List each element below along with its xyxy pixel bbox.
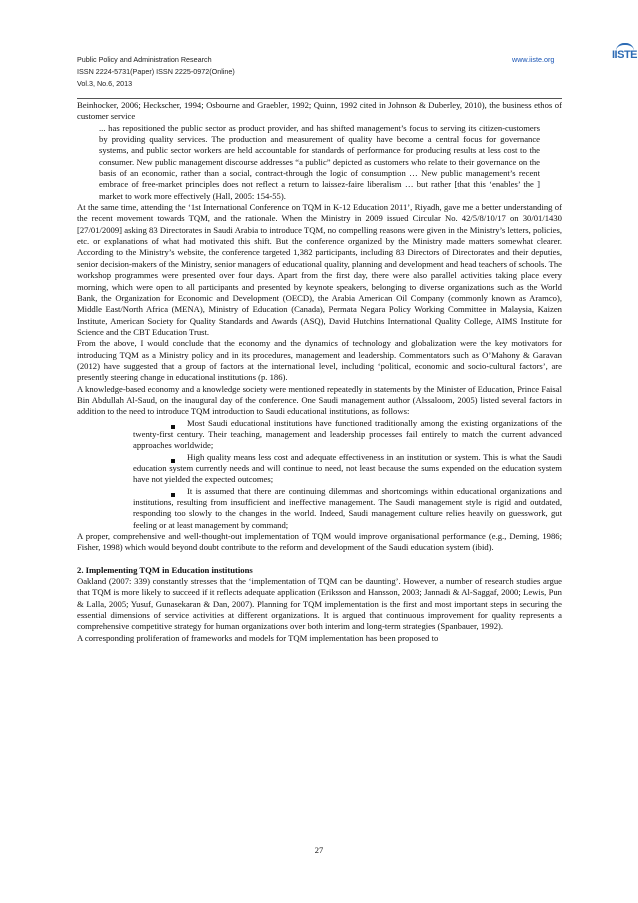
paragraph: At the same time, attending the ‘1st International Conference on TQM in K-12 Education 2011’, Riyadh, gave me a better understanding of the recent movement towards TQM, and the rationale. When the Ministry in 2009 issued Circular No. 42/5/8/10/17 on 30/01/1430 [27/01/2009] asking 83 Directorates in Saudi Arabia to introduce TQM, no compelling reasons were given in the Ministry’s letters, policies, etc. or explanations of what had motivated this shift. But the conference organized by the Ministry made matters somewhat clearer. According to the Ministry’s website, the conference targeted 1,382 participants, including 83 Directors of Directorates and their deputies, senior decision-makers of the Ministry, senior managers of educational quality, planning and development and head teachers of schools. The workshop programmes were presented over four days. Apart from the first day, there were also parallel activities taking place every morning, which were open to all participants and presented by keynote speakers, belonging to diverse organizations such as the World Bank, the Organization for Economic and Development (OECD), the Arabia American Oil Company (commonly known as Aramco), Middle East/North Africa (MENA), Ministry of Education (Canada), Permata Negara Policy Working Committee in Malaysia, Kaizen Institute, American Society for Quality Standards and Awards (ASQ), David Hutchins International Quality College, AIMS Institute for Science and the CBT Education Trust.: [77, 202, 562, 337]
journal-issn: ISSN 2224-5731(Paper) ISSN 2225-0972(Online): [77, 67, 235, 76]
square-bullet-icon: [171, 421, 177, 426]
bullet-text: Most Saudi educational institutions have functioned traditionally among the existing organizations of the twenty-first century. Their teaching, management and leadership processes fail entirely to match the current advanced approaches worldwide;: [133, 417, 562, 451]
bullet-item: [133, 418, 562, 452]
block-quote: ... has repositioned the public sector as product provider, and has shifted management’s focus to serving its citizen-customers by providing quality services. The production and measurement of quality have become a central focus for governance systems, and public sector workers are held accountable for standards of performance for producing results at less cost to the consumer. New public management discourse addresses “a public” depicted as customers who relate to their governance on the basis of an economic, rather than a social, contract-through the logic of consumption … New public management’s recent embrace of free-market principles does not reflect a return to laissez-faire liberalism … but rather [that this ‘enables’ the ] market to work more effectively (Hall, 2005: 154-55).: [99, 122, 540, 201]
paragraph: A knowledge-based economy and a knowledge society were mentioned repeatedly in statements by the Minister of Education, Prince Faisal Bin Abdullah Al-Saud, on the inaugural day of the conference. One Saudi management author (Alssaloom, 2005) listed several factors in addition to the need to introduce TQM introduction to Saudi educational institutions, as follows:: [77, 383, 562, 417]
page-number: 27: [314, 845, 324, 855]
square-bullet-icon: [171, 489, 177, 494]
bullet-text: High quality means less cost and adequate effectiveness in an institution or system. This is what the Saudi education system currently needs and will continue to need, not least because the sums expended on the education system have not yielded the expected outcomes;: [133, 451, 562, 485]
journal-title: Public Policy and Administration Research: [77, 55, 212, 64]
paragraph: A proper, comprehensive and well-thought-out implementation of TQM would improve organisational performance (e.g., Deming, 1986; Fisher, 1998) which would beyond doubt contribute to the reform and development of the Saudi education system (ibid).: [77, 531, 562, 553]
square-bullet-icon: [171, 455, 177, 460]
bullet-text: It is assumed that there are continuing dilemmas and shortcomings within educational organizations and institutions, resulting from insufficient and ineffective management. The Saudi management style is rigid and outdated, responding too slowly to the changes in the world. Indeed, Saudi management culture relies heavily on guesswork, gut feeling or at least management by command;: [133, 485, 562, 530]
section-heading: 2. Implementing TQM in Education institutions: [77, 564, 253, 575]
bullet-item: [133, 452, 562, 486]
paragraph: Oakland (2007: 339) constantly stresses that the ‘implementation of TQM can be daunting’. However, a number of research studies argue that TQM is more likely to succeed if it reflects adequate application (Eriksson and Hansson, 2003; Jannadi & Al-Saggaf, 2000; Lewis, Pun & Lalla, 2005; Yusuf, Gunasekaran & Dan, 2007). Planning for TQM implementation is the first and most important steps in securing the essential dimensions of service activities at different organizations. It is argued that continuous improvement for quality represents a comprehensive competitive strategy for human organizations over both interim and long-term strategies (Spanbauer, 1992).: [77, 576, 562, 632]
article-body: [77, 100, 562, 644]
header-divider: [77, 98, 562, 99]
journal-volume: Vol.3, No.6, 2013: [77, 79, 133, 88]
spacer: [77, 554, 562, 565]
paragraph: A corresponding proliferation of frameworks and models for TQM implementation has been proposed to: [77, 632, 439, 643]
page-header: [77, 38, 638, 92]
paragraph: Beinhocker, 2006; Heckscher, 1994; Osbourne and Graebler, 1992; Quinn, 1992 cited in Johnson & Duberley, 2010), the business ethos of customer service: [77, 100, 562, 122]
iiste-logo: [610, 38, 638, 65]
journal-url-link[interactable]: www.iiste.org: [512, 55, 555, 64]
logo-text: IISTE: [612, 49, 638, 61]
bullet-item: [133, 486, 562, 531]
paragraph: From the above, I would conclude that the economy and the dynamics of technology and globalization were the key motivators for introducing TQM as a Ministry policy and in its procedures, management and leadership. Commentators such as O’Mahony & Garavan (2012) have suggested that a group of factors at the international level, including ‘political, economic and socio-cultural factors’, are presently steering change in educational institutions (p. 186).: [77, 338, 562, 383]
